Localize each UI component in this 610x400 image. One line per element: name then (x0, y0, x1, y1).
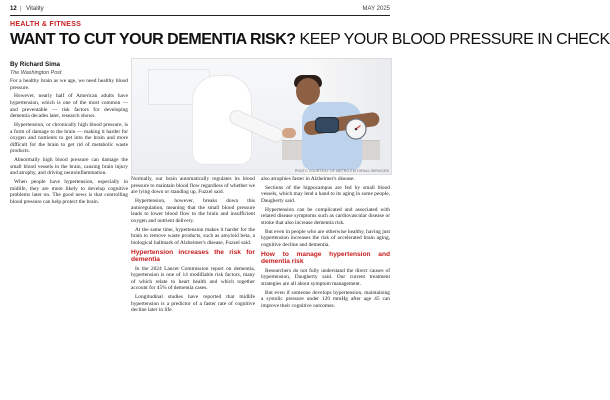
section-name: Vitality (26, 6, 44, 12)
article-paragraph: Hypertension, or chronically high blood pressure, is a form of damage to the brain — making it harder for oxygen and nutrients to get into the brain and more difficult for the brain to get rid of metabolic waste products. (10, 121, 128, 155)
header-separator: | (20, 6, 22, 12)
author-name: By Richard Sima (10, 61, 61, 68)
article-paragraph: Hypertension, however, breaks down this autoregulation, meaning that the small blood pressure leads to lower blood flow to the brain and insufficient oxygen and nutrient delivery. (131, 197, 255, 224)
article-paragraph: But even in people who are otherwise healthy, having just hypertension increases the risk of accelerated brain aging, cognitive decline and dementia. (261, 228, 390, 248)
subhead-manage-risk: How to manage hypertension and dementia risk (261, 250, 390, 266)
article-paragraph: Researchers do not fully understand the direct causes of hypertension, Daugherty said. Our current treatment strategies are all about symptom management. (261, 267, 390, 288)
headline-part-1: WANT TO CUT YOUR DEMENTIA RISK? (10, 31, 296, 48)
top-rule (10, 15, 390, 16)
author-outlet: The Washington Post (10, 70, 62, 76)
article-paragraph: In the 2024 Lancet Commission report on dementia, hypertension is one of 14 modifiable risk factors, many of which relate to heart health and which together account for 45% of dementia cases. (131, 265, 255, 292)
issue-date: MAY 2025 (362, 6, 390, 12)
headline-part-2: KEEP YOUR BLOOD PRESSURE IN CHECK (299, 31, 610, 48)
article-column-3 (261, 176, 390, 392)
article-paragraph: Hypertension can be complicated and associated with related disease symptoms such as cardiovascular disease or stroke that also increase dementia risk. (261, 206, 390, 226)
main-headline (10, 31, 610, 55)
article-paragraph: For a healthy brain as we age, we need healthy blood pressure. (10, 78, 128, 91)
blood-pressure-gauge (344, 117, 368, 141)
article-paragraph: But even if someone develops hypertension, maintaining a systolic pressure under 120 mmHg after age 45 can improve their cognitive outcomes. (261, 289, 390, 310)
patient-head (296, 78, 320, 105)
doctor-hand (282, 128, 296, 138)
article-column-1 (10, 78, 128, 392)
article-paragraph: Sections of the hippocampus are fed by small blood vessels, which may lend a hand to its aging in some people, Daugherty said. (261, 184, 390, 204)
article-photo (131, 58, 392, 175)
page-number: 12 (10, 6, 17, 12)
article-column-2 (131, 176, 255, 392)
article-paragraph: However, nearly half of American adults have hypertension, which is one of the most common — and preventable — risk factors for developing dementia decades later, research shows. (10, 93, 128, 120)
section-kicker: HEALTH & FITNESS (10, 21, 82, 28)
subhead-dementia-risk: Hypertension increases the risk for dementia (131, 248, 255, 264)
article-paragraph: Abnormally high blood pressure can damage the small blood vessels in the brain, causing brain injury and atrophy, and driving neuroinflammation. (10, 157, 128, 177)
blood-pressure-cuff (315, 117, 339, 133)
page-header (10, 4, 390, 14)
article-paragraph: also atrophies faster in Alzheimer's disease. (261, 176, 355, 182)
photo-credit: PHOTO COURTESY OF METRO EDITORIAL SERVICES (294, 169, 389, 173)
byline (10, 60, 128, 78)
article-paragraph: At the same time, hypertension makes it harder for the brain to remove waste products, such as amyloid beta, a biological hallmark of Alzheimer's disease, Fuzzel said. (131, 226, 255, 246)
article-paragraph: Longitudinal studies have reported that midlife hypertension is a predictor of a faster rate of cognitive decline later in life. (131, 294, 255, 314)
article-paragraph: Normally, our brain automatically regulates its blood pressure to maintain blood flow regardless of whether we are lying down or standing up, Fuzzel said. (131, 176, 255, 196)
article-paragraph: When people have hypertension, especially in midlife, they are more likely to develop cognitive problems later on. The good news is that controlling blood pressure can help protect the brain. (10, 179, 128, 205)
